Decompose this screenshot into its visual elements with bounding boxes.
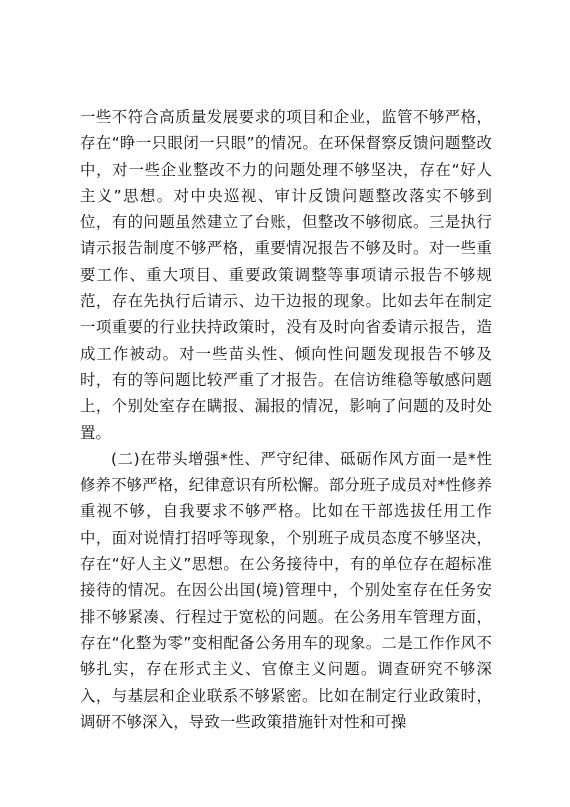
- document-body: [80, 104, 492, 735]
- paragraph-section-two: (二)在带头增强*性、严守纪律、砥砺作风方面一是*性修养不够严格，纪律意识有所松懈。部分班子成员对*性修养重视不够，自我要求不够严格。比如在干部选拔任用工作中，面对说情打招呼等现象，个别班子成员态度不够坚决，存在“好人主义”思想。在公务接待中，有的单位存在超标准接待的情况。在因公出国(境)管理中，个别处室存在任务安排不够紧凑、行程过于宽松的问题。在公务用车管理方面，存在“化整为零”变相配备公务用车的现象。二是工作作风不够扎实，存在形式主义、官僚主义问题。调查研究不够深入，与基层和企业联系不够紧密。比如在制定行业政策时，调研不够深入，导致一些政策措施针对性和可操: [80, 449, 492, 731]
- paragraph-continued: 一些不符合高质量发展要求的项目和企业，监管不够严格，存在“睁一只眼闭一只眼”的情况。在环保督察反馈问题整改中，对一些企业整改不力的问题处理不够坚决，存在“好人主义”思想。对中央巡视、审计反馈问题整改落实不够到位，有的问题虽然建立了台账，但整改不够彻底。三是执行请示报告制度不够严格，重要情况报告不够及时。对一些重要工作、重大项目、重要政策调整等事项请示报告不够规范，存在先执行后请示、边干边报的现象。比如去年在制定一项重要的行业扶持政策时，没有及时向省委请示报告，造成工作被动。对一些苗头性、倾向性问题发现报告不够及时，有的等问题比较严重了才报告。在信访维稳等敏感问题上，个别处室存在瞒报、漏报的情况，影响了问题的及时处置。: [80, 108, 492, 442]
